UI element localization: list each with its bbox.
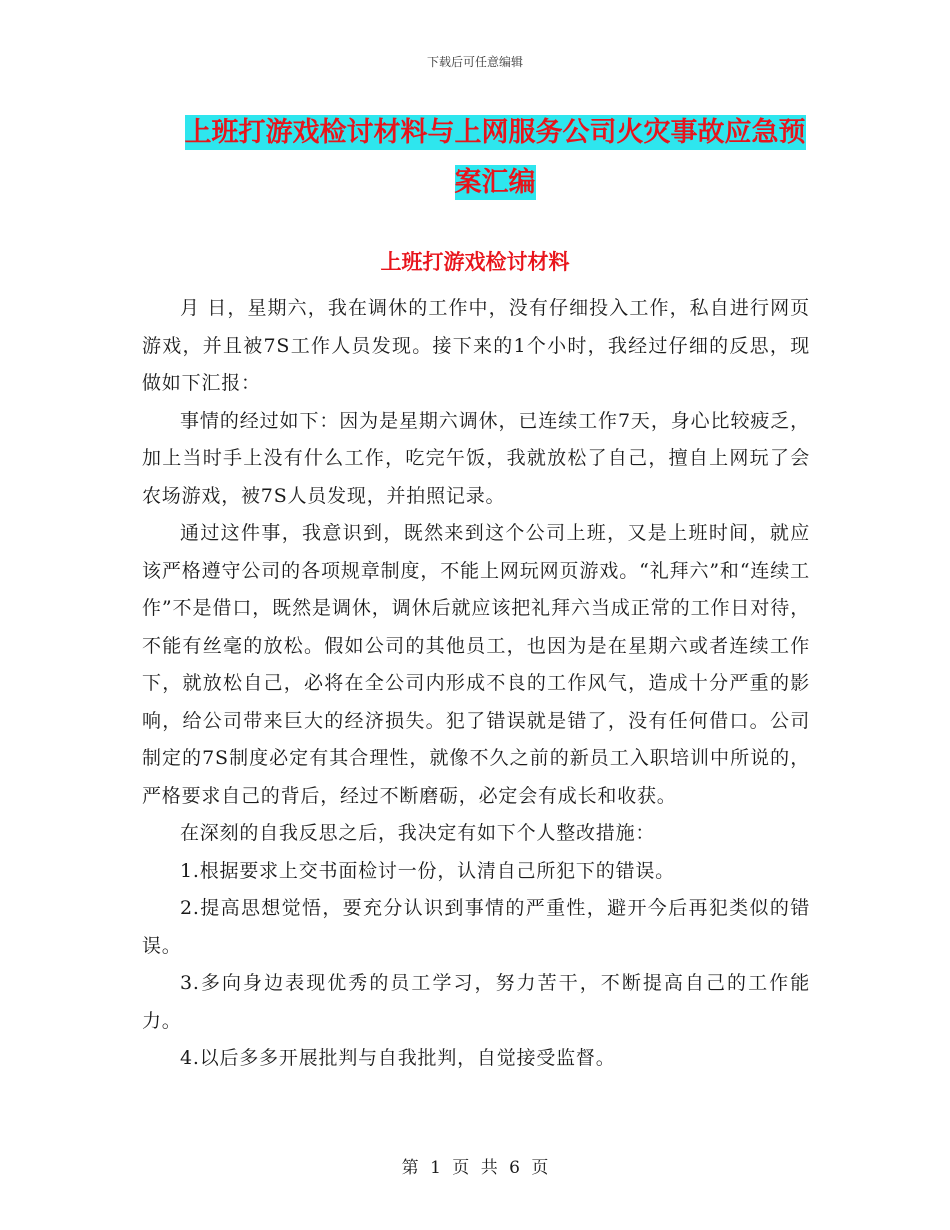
section-title: 上班打游戏检讨材料 [380, 250, 570, 274]
list-item: 3.多向身边表现优秀的员工学习，努力苦干，不断提高自己的工作能力。 [142, 972, 810, 1032]
paragraph: 月 日，星期六，我在调休的工作中，没有仔细投入工作，私自进行网页游戏，并且被7S工作人员发现。接下来的1个小时，我经过仔细的反思，现做如下汇报： [142, 297, 810, 394]
paragraph: 在深刻的自我反思之后，我决定有如下个人整改措施： [180, 822, 656, 844]
list-item: 4.以后多多开展批判与自我批判，自觉接受监督。 [180, 1047, 616, 1069]
document-body [142, 290, 810, 1078]
list-item: 2.提高思想觉悟，要充分认识到事情的严重性，避开今后再犯类似的错误。 [142, 897, 810, 957]
header-note: 下载后可任意编辑 [426, 55, 523, 69]
page-number: 第 1 页 共 6 页 [401, 1158, 549, 1178]
document-title-line-2: 案汇编 [454, 167, 536, 198]
document-title [140, 108, 850, 208]
list-item: 1.根据要求上交书面检讨一份，认清自己所犯下的错误。 [180, 859, 675, 882]
paragraph: 通过这件事，我意识到，既然来到这个公司上班，又是上班时间，就应该严格遵守公司的各项规章制度，不能上网玩网页游戏。“礼拜六”和“连续工作”不是借口，既然是调休，调休后就应该把礼拜六当成正常的工作日对待，不能有丝毫的放松。假如公司的其他员工，也因为是在星期六或者连续工作下，就放松自己，必将在全公司内形成不良的工作风气，造成十分严重的影响，给公司带来巨大的经济损失。犯了错误就是错了，没有任何借口。公司制定的7S制度必定有其合理性，就像不久之前的新员工入职培训中所说的，严格要求自己的背后，经过不断磨砺，必定会有成长和收获。 [142, 522, 810, 807]
paragraph: 事情的经过如下：因为是星期六调休，已连续工作7天，身心比较疲乏，加上当时手上没有什么工作，吃完午饭，我就放松了自己，擅自上网玩了会农场游戏，被7S人员发现，并拍照记录。 [142, 409, 810, 507]
document-title-line-1: 上班打游戏检讨材料与上网服务公司火灾事故应急预 [184, 117, 806, 148]
